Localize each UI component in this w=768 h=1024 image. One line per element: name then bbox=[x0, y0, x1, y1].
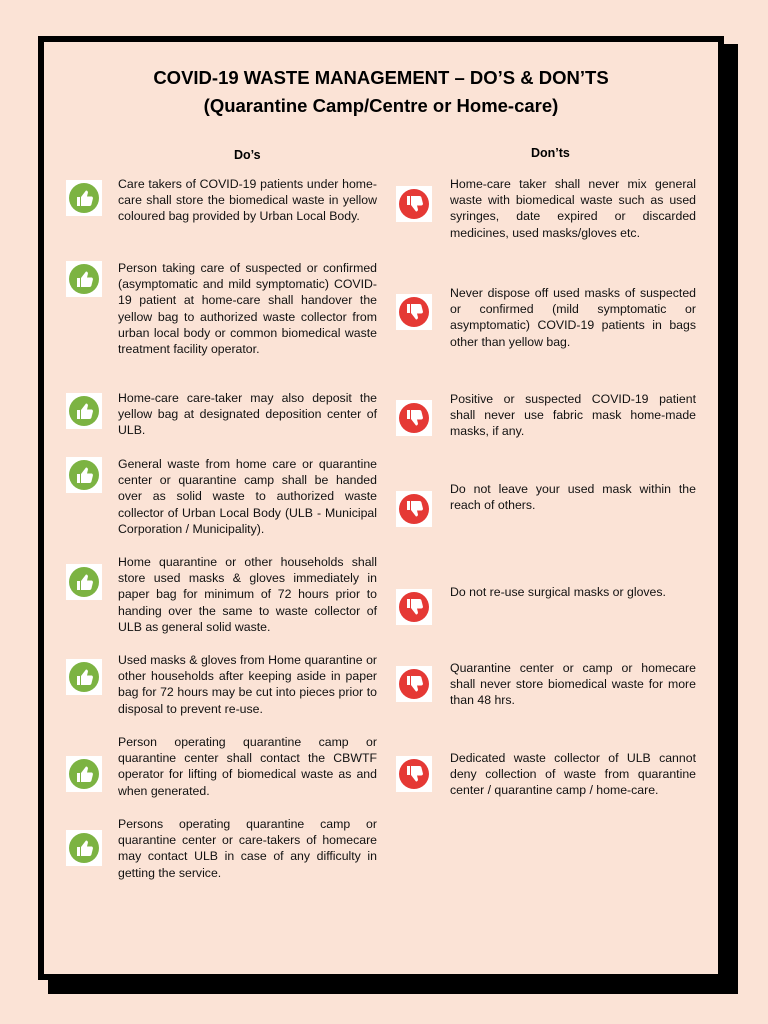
thumbs-down-icon bbox=[396, 666, 432, 702]
thumbs-up-icon bbox=[66, 180, 102, 216]
do-item: Care takers of COVID-19 patients under home-care shall store the biomedical waste in yellow coloured bag provided by Urban Local Body. bbox=[118, 177, 377, 224]
dont-item: Do not re-use surgical masks or gloves. bbox=[450, 585, 666, 599]
do-item: Persons operating quarantine camp or quarantine center or care-takers of homecare may contact ULB in case of any difficulty in getting the service. bbox=[118, 817, 377, 880]
dont-item: Dedicated waste collector of ULB cannot deny collection of waste from quarantine center / quarantine camp / home-care. bbox=[450, 751, 696, 798]
thumbs-down-icon bbox=[396, 294, 432, 330]
poster-frame bbox=[38, 36, 724, 980]
thumbs-up-icon bbox=[66, 457, 102, 493]
thumbs-down-icon bbox=[396, 400, 432, 436]
dont-item: Do not leave your used mask within the reach of others. bbox=[450, 482, 696, 513]
poster-title: COVID-19 WASTE MANAGEMENT – DO’S & DON’TS bbox=[153, 67, 609, 88]
donts-heading: Don’ts bbox=[531, 146, 570, 160]
thumbs-up-icon bbox=[66, 756, 102, 792]
do-item: General waste from home care or quarantine center or quarantine camp shall be handed over as solid waste to authorized waste collector of Urban Local Body (ULB - Municipal Corporation / Municipality). bbox=[118, 457, 377, 536]
dos-heading: Do’s bbox=[234, 148, 261, 162]
do-item: Person taking care of suspected or confirmed (asymptomatic and mild symptomatic) COVID-19 patient at home-care shall handover the yellow bag to authorized waste collector from urban local body or common biomedical waste treatment facility operator. bbox=[118, 261, 377, 357]
thumbs-up-icon bbox=[66, 261, 102, 297]
do-item: Home-care care-taker may also deposit the yellow bag at designated deposition center of ULB. bbox=[118, 391, 377, 438]
dont-item: Quarantine center or camp or homecare shall never store biomedical waste for more than 48 hrs. bbox=[450, 661, 696, 708]
dont-item: Positive or suspected COVID-19 patient shall never use fabric mask home-made masks, if any. bbox=[450, 392, 696, 439]
do-item: Used masks & gloves from Home quarantine or other households after keeping aside in paper bag for 72 hours may be cut into pieces prior to disposal to prevent re-use. bbox=[118, 653, 377, 716]
thumbs-up-icon bbox=[66, 830, 102, 866]
thumbs-up-icon bbox=[66, 393, 102, 429]
thumbs-up-icon bbox=[66, 659, 102, 695]
thumbs-up-icon bbox=[66, 564, 102, 600]
dont-item: Never dispose off used masks of suspected or confirmed (mild symptomatic or asymptomatic) COVID-19 patients in bags other than yellow bag. bbox=[450, 286, 696, 349]
thumbs-down-icon bbox=[396, 589, 432, 625]
do-item: Person operating quarantine camp or quarantine center shall contact the CBWTF operator for lifting of biomedical waste as and when generated. bbox=[118, 735, 377, 798]
thumbs-down-icon bbox=[396, 491, 432, 527]
poster-subtitle: (Quarantine Camp/Centre or Home-care) bbox=[203, 95, 559, 116]
dont-item: Home-care taker shall never mix general waste with biomedical waste such as used syringes, date expired or discarded medicines, used masks/gloves etc. bbox=[450, 177, 696, 240]
do-item: Home quarantine or other households shall store used masks & gloves immediately in paper bag for minimum of 72 hours prior to handing over the same to waste collector of ULB as general solid waste. bbox=[118, 555, 377, 634]
thumbs-down-icon bbox=[396, 756, 432, 792]
thumbs-down-icon bbox=[396, 186, 432, 222]
